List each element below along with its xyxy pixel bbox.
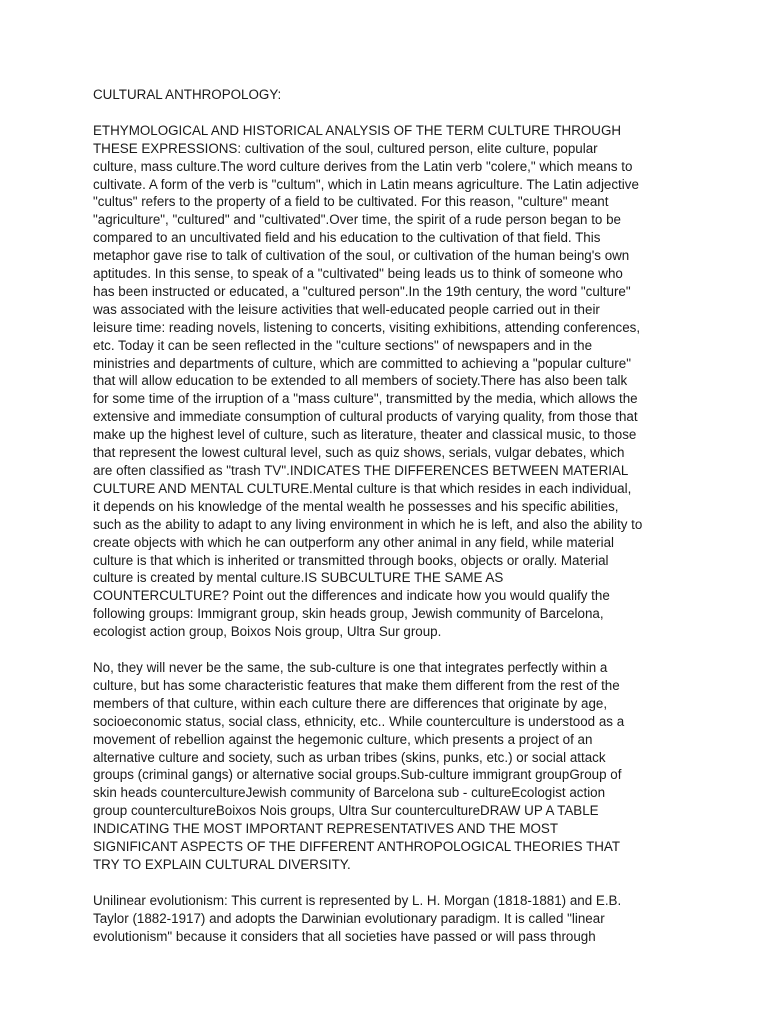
paragraph-subculture: No, they will never be the same, the sub-culture is one that integrates perfectly within a culture, but has some characteristic features that make them different from the rest of the members of that culture, within each culture there are differences that originate by age, socioeconomic status, social class, ethnicity, etc.. While counterculture is understood as a movement of rebellion against the hegemonic culture, which presents a project of an alternative culture and society, such as urban tribes (skins, punks, etc.) or social attack groups (criminal gangs) or alternative social groups.Sub-culture immigrant groupGroup of skin heads countercultureJewish community of Barcelona sub - cultureEcologist action group countercultureBoixos Nois groups, Ultra Sur countercultureDRAW UP A TABLE INDICATING THE MOST IMPORTANT REPRESENTATIVES AND THE MOST SIGNIFICANT ASPECTS OF THE DIFFERENT ANTHROPOLOGICAL THEORIES THAT TRY TO EXPLAIN CULTURAL DIVERSITY. [93,659,625,872]
paragraph-etymology: ETHYMOLOGICAL AND HISTORICAL ANALYSIS OF THE TERM CULTURE THROUGH THESE EXPRESSIONS: cultivation of the soul, cultured person, elite culture, popular culture, mass culture.The word culture derives from the Latin verb "colere," which means to cultivate. A form of the verb is "cultum", which in Latin means agriculture. The Latin adjective "cultus" refers to the property of a field to be cultivated. For this reason, "culture" meant "agriculture", "cultured" and "cultivated".Over time, the spirit of a rude person began to be compared to an uncultivated field and his education to the cultivation of that field. This metaphor gave rise to talk of cultivation of the soul, or cultivation of the human being's own aptitudes. In this sense, to speak of a "cultivated" being leads us to think of someone who has been instructed or educated, a "cultured person".In the 19th century, the word "culture" was associated with the leisure activities that well-educated people carried out in their leisure time: reading novels, listening to concerts, visiting exhibitions, attending conferences, etc. Today it can be seen reflected in the "culture sections" of newspapers and in the ministries and departments of culture, which are committed to achieving a "popular culture" that will allow education to be extended to all members of society.There has also been talk for some time of the irruption of a "mass culture", transmitted by the media, which allows the extensive and immediate consumption of cultural products of varying quality, from those that make up the highest level of culture, such as literature, theater and classical music, to those that represent the lowest cultural level, such as quiz shows, serials, vulgar debates, which are often classified as "trash TV".INDICATES THE DIFFERENCES BETWEEN MATERIAL CULTURE AND MENTAL CULTURE.Mental culture is that which resides in each individual, it depends on his knowledge of the mental wealth he possesses and his specific abilities, such as the ability to adapt to any living environment in which he is left, and also the ability to create objects with which he can outperform any other animal in any field, while material culture is that which is inherited or transmitted through books, objects or orally. Material culture is created by mental culture.IS SUBCULTURE THE SAME AS COUNTERCULTURE? Point out the differences and indicate how you would qualify the following groups: Immigrant group, skin heads group, Jewish community of Barcelona, ecologist action group, Boixos Nois group, Ultra Sur group. [93,122,643,640]
paragraph-evolutionism: Unilinear evolutionism: This current is represented by L. H. Morgan (1818-1881) and E.B. Taylor (1882-1917) and adopts the Darwinian evolutionary paradigm. It is called "linear evolutionism" because it considers that all societies have passed or will pass through [93,892,622,944]
document-title: CULTURAL ANTHROPOLOGY: [93,87,282,102]
document-body [93,86,683,945]
